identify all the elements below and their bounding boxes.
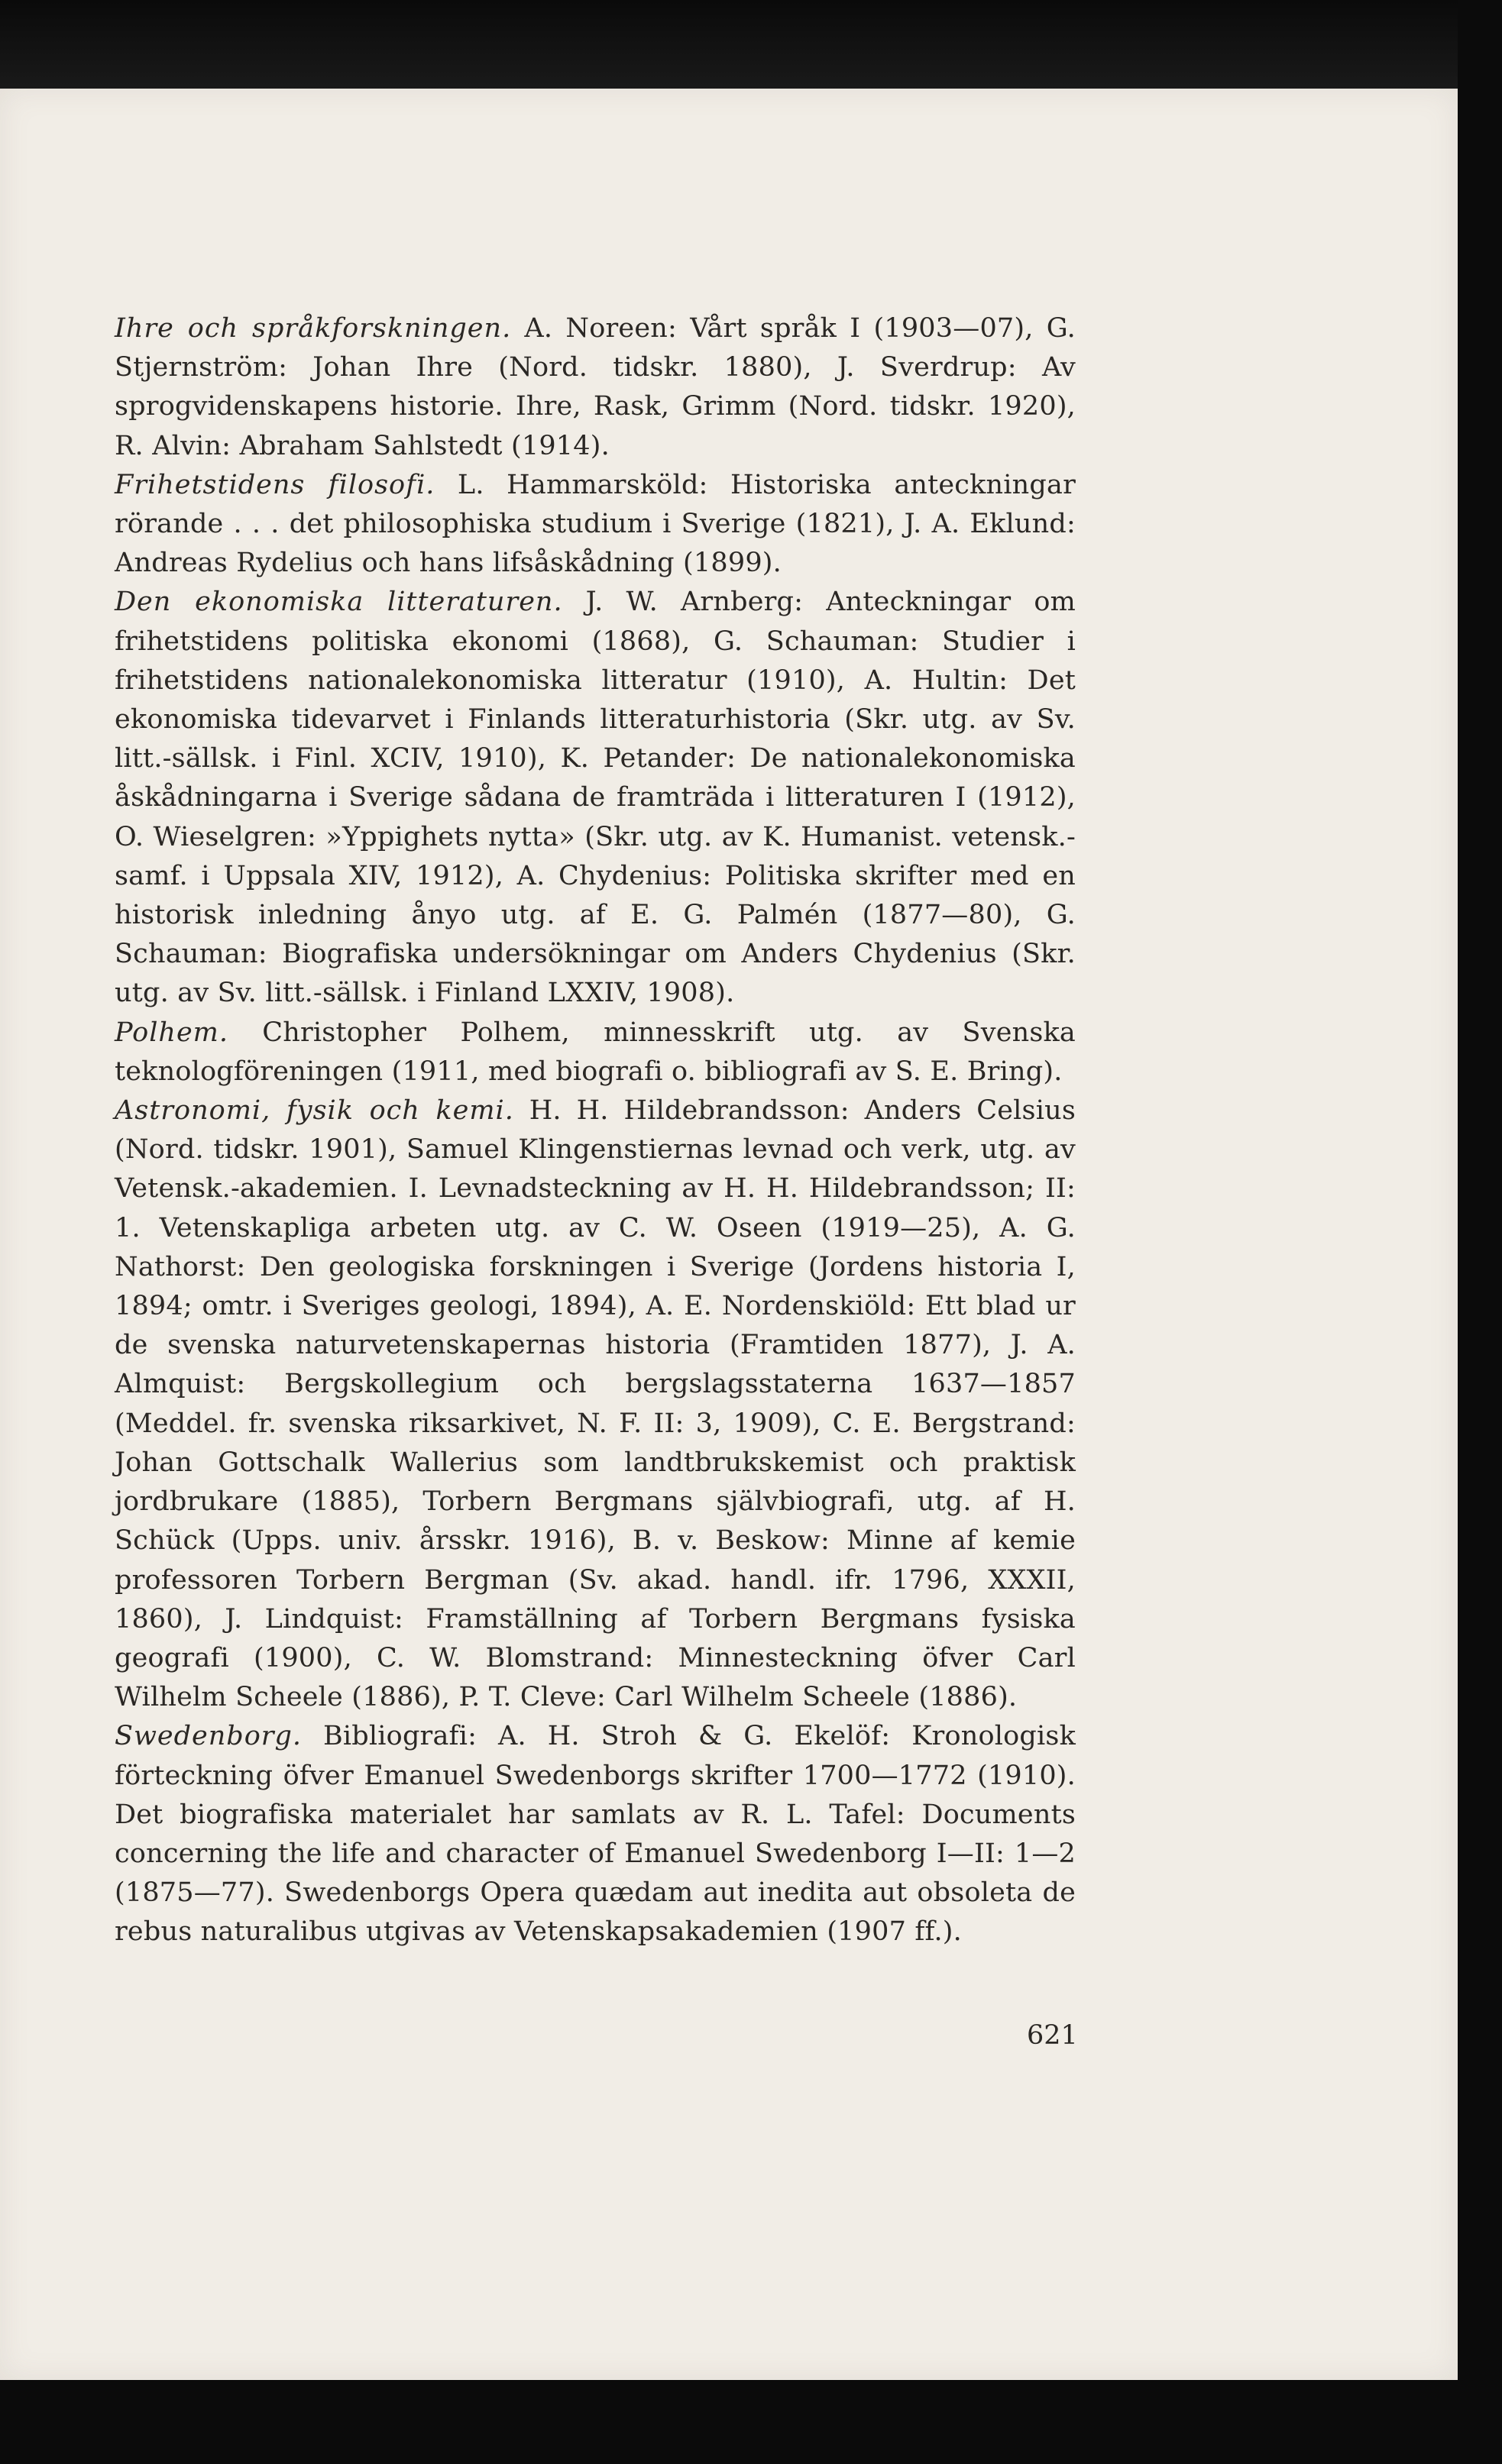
entry-body: J. W. Arnberg: Anteckningar om frihetstidens politiska ekonomi (1868), G. Schauman: Studier i frihetstidens nationalekonomiska litteratur (1910), A. Hultin: Det ekonomiska tidevarvet i Finlands litteraturhistoria (Skr. utg. av Sv. litt.-sällsk. i Finl. XCIV, 1910), K. Petander: De nationalekonomiska åskådningarna i Sverige sådana de framträda i litteraturen I (1912), O. Wieselgren: »Yppighets nytta» (Skr. utg. av K. Humanist. vetensk.-samf. i Uppsala XIV, 1912), A. Chydenius: Politiska skrifter med en historisk inledning ånyo utg. af E. G. Palmén (1877—80), G. Schauman: Biografiska undersökningar om Anders Chydenius (Skr. utg. av Sv. litt.-sällsk. i Finland LXXIV, 1908). <box>115 587 1076 1009</box>
scan-border-top <box>0 0 1502 92</box>
page-number: 621 <box>1027 2020 1078 2051</box>
entry-body: H. H. Hildebrandsson: Anders Celsius (Nord. tidskr. 1901), Samuel Klingenstiernas levnad och verk, utg. av Vetensk.-akademien. I. Levnadsteckning av H. H. Hildebrandsson; II: 1. Vetenskapliga arbeten utg. av C. W. Oseen (1919—25), A. G. Nathorst: Den geologiska forskningen i Sverige (Jordens historia I, 1894; omtr. i Sveriges geologi, 1894), A. E. Nordenskiöld: Ett blad ur de svenska naturvetenskapernas historia (Framtiden 1877), J. A. Almquist: Bergskollegium och bergslagsstaterna 1637—1857 (Meddel. fr. svenska riksarkivet, N. F. II: 3, 1909), C. E. Bergstrand: Johan Gottschalk Wallerius som landtbrukskemist och praktisk jordbrukare (1885), Torbern Bergmans självbiografi, utg. af H. Schück (Upps. univ. årsskr. 1916), B. v. Beskow: Minne af kemie professoren Torbern Bergman (Sv. akad. handl. ifr. 1796, XXXII, 1860), J. Lindquist: Framställning af Torbern Bergmans fysiska geografi (1900), C. W. Blomstrand: Minnesteckning öfver Carl Wilhelm Scheele (1886), P. T. Cleve: Carl Wilhelm Scheele (1886). <box>115 1095 1076 1713</box>
entry-ihre <box>115 309 1076 466</box>
scan-border-bottom <box>0 2380 1502 2464</box>
entry-body: L. Hammarsköld: Historiska anteckningar rörande . . . det philosophiska studium i Sverige (1821), J. A. Eklund: Andreas Rydelius och hans lifsåskådning (1899). <box>115 469 1076 579</box>
entry-swedenborg <box>115 1717 1076 1951</box>
entry-astronomi-fysik-kemi <box>115 1091 1076 1717</box>
entry-ekonomiska-litteraturen <box>115 583 1076 1013</box>
entry-frihetstidens-filosofi <box>115 466 1076 584</box>
entry-body: A. Noreen: Vårt språk I (1903—07), G. Stjernström: Johan Ihre (Nord. tidskr. 1880), J. Sverdrup: Av sprogvidenskapens historie. Ihre, Rask, Grimm (Nord. tidskr. 1920), R. Alvin: Abraham Sahlstedt (1914). <box>115 313 1076 461</box>
bibliography-text <box>115 309 1076 1952</box>
entry-heading: Swedenborg. <box>115 1721 303 1752</box>
scan-border-right <box>1458 0 1502 2464</box>
entry-polhem <box>115 1014 1076 1091</box>
entry-body: Christopher Polhem, minnesskrift utg. av Svenska teknologföreningen (1911, med biografi o. bibliografi av S. E. Bring). <box>115 1017 1076 1087</box>
entry-heading: Frihetstidens filosofi. <box>115 469 435 500</box>
entry-body: Bibliografi: A. H. Stroh & G. Ekelöf: Kronologisk förteckning öfver Emanuel Swedenborgs skrifter 1700—1772 (1910). Det biografiska materialet har samlats av R. L. Tafel: Documents concerning the life and character of Emanuel Swedenborg I—II: 1—2 (1875—77). Swedenborgs Opera quædam aut inedita aut obsoleta de rebus naturalibus utgivas av Vetenskapsakademien (1907 ff.). <box>115 1721 1076 1948</box>
entry-heading: Den ekonomiska litteraturen. <box>115 587 563 618</box>
entry-heading: Ihre och språkforskningen. <box>115 313 512 344</box>
entry-heading: Polhem. <box>115 1017 228 1048</box>
entry-heading: Astronomi, fysik och kemi. <box>115 1095 514 1127</box>
